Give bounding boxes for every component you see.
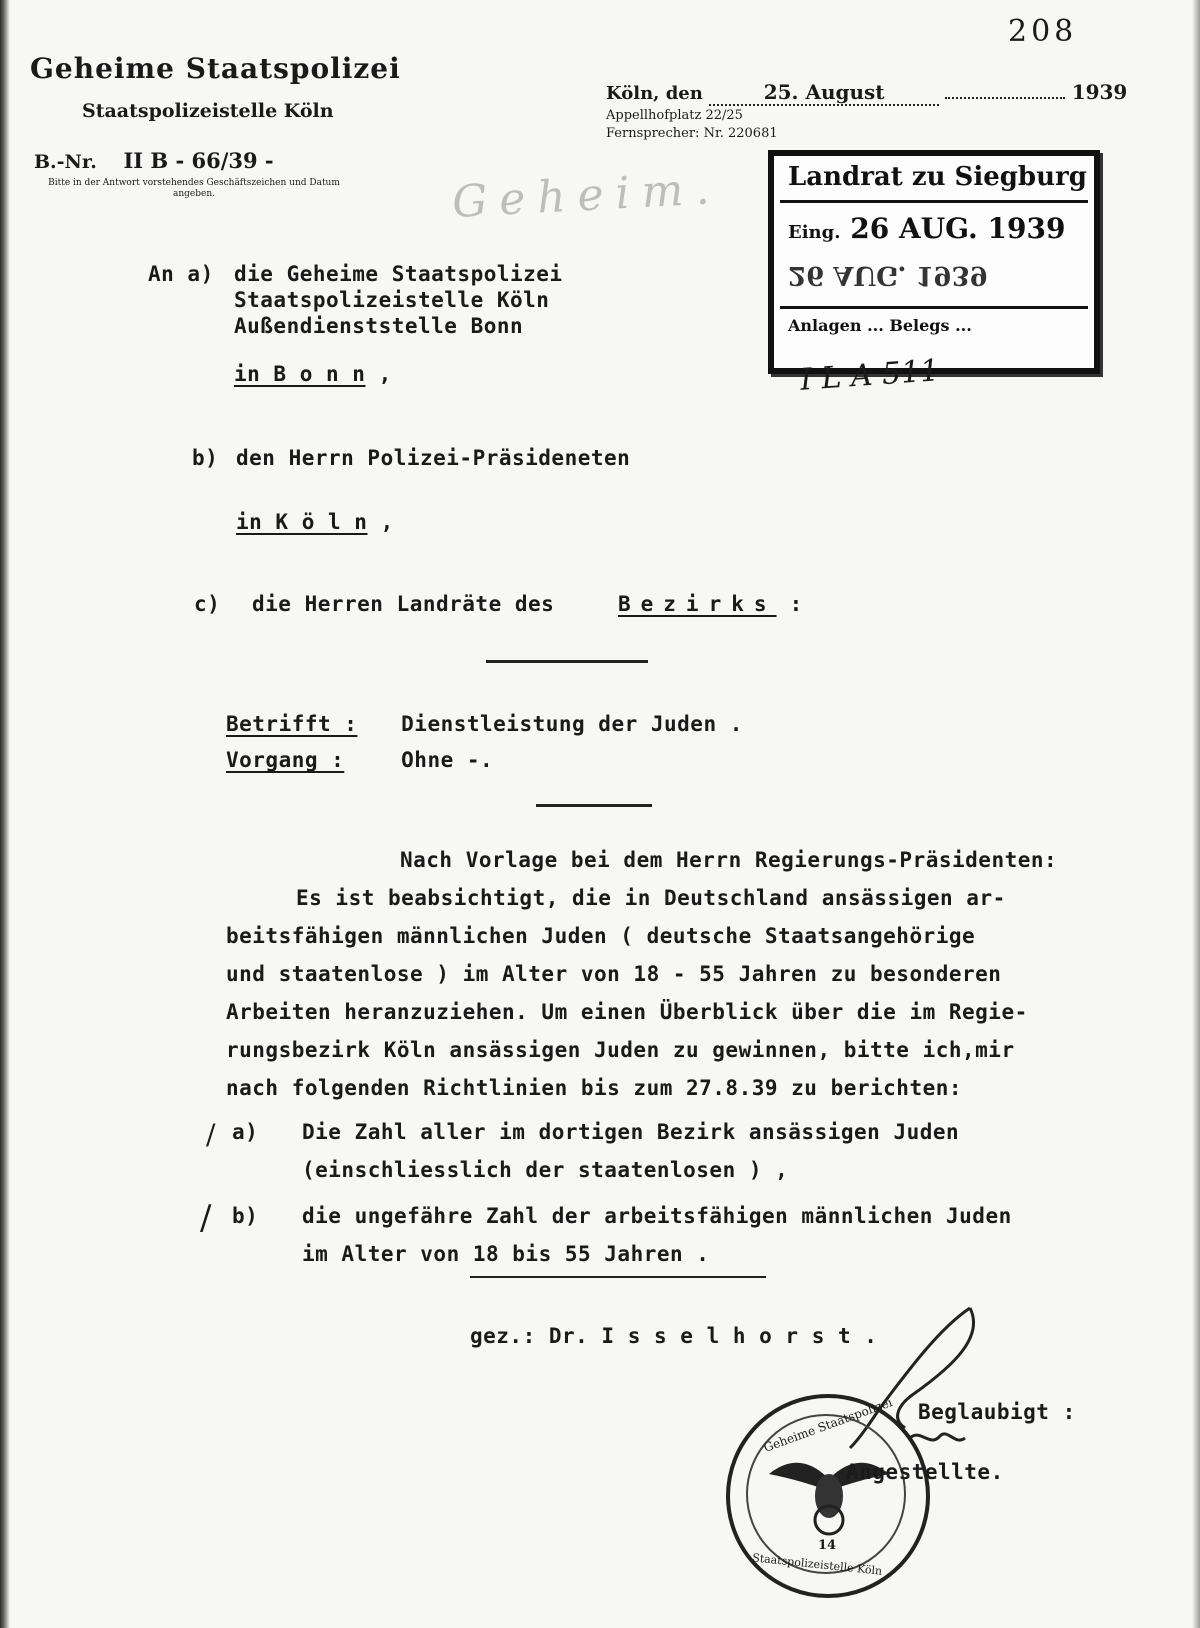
letterhead-agency: Geheime Staatspolizei	[30, 52, 401, 85]
body-line-7: nach folgenden Richtlinien bis zum 27.8.39 zu berichten:	[226, 1076, 963, 1100]
receipt-stamp-separator	[780, 200, 1088, 203]
phone-line: Fernsprecher: Nr. 220681	[606, 126, 778, 141]
reference-row-value: Ohne -.	[401, 748, 494, 772]
subject-value: Dienstleistung der Juden .	[401, 712, 743, 736]
scan-edge-left	[0, 0, 10, 1628]
address-line: Appellhofplatz 22/25	[606, 108, 743, 123]
recipient-c-line-1: die Herren Landräte des	[252, 592, 555, 616]
item-b-letter: b)	[232, 1204, 259, 1228]
date-year: 1939	[1071, 80, 1128, 104]
eagle-emblem-icon	[764, 1434, 894, 1544]
receipt-stamp-separator-2	[780, 306, 1088, 309]
recipient-a-line-2: Staatspolizeistelle Köln	[234, 288, 550, 312]
official-seal-center-mark: 14	[818, 1538, 837, 1553]
item-a-line-2: (einschliesslich der staatenlosen ) ,	[302, 1158, 789, 1182]
body-line-2: Es ist beabsichtigt, die in Deutschland ansässigen ar-	[296, 886, 1006, 910]
reference-number: II B - 66/39 -	[123, 148, 274, 173]
recipient-a-location: in B o n n	[234, 362, 366, 386]
signature-line: gez.: Dr. I s s e l h o r s t .	[470, 1324, 878, 1348]
date-place: Köln, den	[606, 83, 703, 104]
receipt-stamp-date-mirror: 26 AUG. 1939	[788, 260, 988, 290]
reference-row-label: Vorgang :	[226, 748, 345, 772]
reference-line	[34, 148, 274, 173]
date-day-month: 25. August	[709, 80, 939, 106]
certification-label: Beglaubigt :	[918, 1400, 1076, 1424]
body-line-6: rungsbezirk Köln ansässigen Juden zu gewinnen, bitte ich,mir	[226, 1038, 1015, 1062]
recipient-a-line-1: die Geheime Staatspolizei	[234, 262, 563, 286]
item-b-line-1: die ungefähre Zahl der arbeitsfähigen männlichen Juden	[302, 1204, 1012, 1228]
body-line-1: Nach Vorlage bei dem Herrn Regierungs-Präsidenten:	[400, 848, 1058, 872]
journal-number: I L A 511	[798, 353, 941, 398]
recipient-a-letter: An a)	[148, 262, 214, 286]
body-line-5: Arbeiten heranzuziehen. Um einen Überblick über die im Regie-	[226, 1000, 1028, 1024]
receipt-stamp	[768, 150, 1100, 374]
classification-stamp: Geheim.	[450, 162, 723, 229]
body-line-4: und staatenlose ) im Alter von 18 - 55 Jahren zu besonderen	[226, 962, 1002, 986]
subject-label: Betrifft :	[226, 712, 358, 736]
reference-row	[226, 748, 493, 772]
item-a-letter: a)	[232, 1120, 259, 1144]
letterhead-office: Staatspolizeistelle Köln	[82, 100, 334, 122]
recipient-c-letter: c)	[194, 592, 221, 616]
recipient-b-location-line: in K ö l n ,	[236, 510, 394, 534]
recipient-c-location-line: Bezirks :	[618, 592, 803, 616]
item-a-line-1: Die Zahl aller im dortigen Bezirk ansässigen Juden	[302, 1120, 960, 1144]
reference-label: B.-Nr.	[34, 151, 97, 173]
receipt-stamp-date: Eing. 26 AUG. 1939	[788, 212, 1066, 245]
recipient-c-location: Bezirks	[618, 592, 777, 616]
recipient-a-line-3: Außendienststelle Bonn	[234, 314, 524, 338]
recipient-a-location-line: in B o n n ,	[234, 362, 392, 386]
recipient-b-letter: b)	[192, 446, 219, 470]
section-rule-2	[536, 804, 652, 807]
recipient-b-location: in K ö l n	[236, 510, 368, 534]
scan-edge-right	[1192, 0, 1200, 1628]
official-seal-top-text: Geheime Staatspolizei	[761, 1395, 895, 1455]
official-seal	[726, 1394, 930, 1598]
reference-note: Bitte in der Antwort vorstehendes Geschäftszeichen und Datum angeben.	[48, 178, 340, 199]
item-b-line-2: im Alter von 18 bis 55 Jahren .	[302, 1242, 710, 1266]
margin-mark-a: /	[206, 1118, 216, 1151]
margin-mark-b: /	[200, 1198, 212, 1238]
date-dotted-fill	[945, 97, 1065, 99]
receipt-stamp-bottom: Anlagen ... Belegs ...	[788, 316, 972, 335]
subject-line	[226, 712, 743, 736]
recipient-b-line-1: den Herrn Polizei-Präsideneten	[236, 446, 631, 470]
page-number: 208	[1008, 14, 1078, 49]
section-rule-3	[470, 1276, 766, 1278]
section-rule-1	[486, 660, 648, 663]
certifier-role: Angestellte.	[846, 1460, 1004, 1484]
date-line	[606, 80, 1127, 106]
receipt-stamp-title: Landrat zu Siegburg	[788, 162, 1087, 192]
body-line-3: beitsfähigen männlichen Juden ( deutsche Staatsangehörige	[226, 924, 976, 948]
official-seal-bottom-text: Staatspolizeistelle Köln	[751, 1551, 883, 1578]
